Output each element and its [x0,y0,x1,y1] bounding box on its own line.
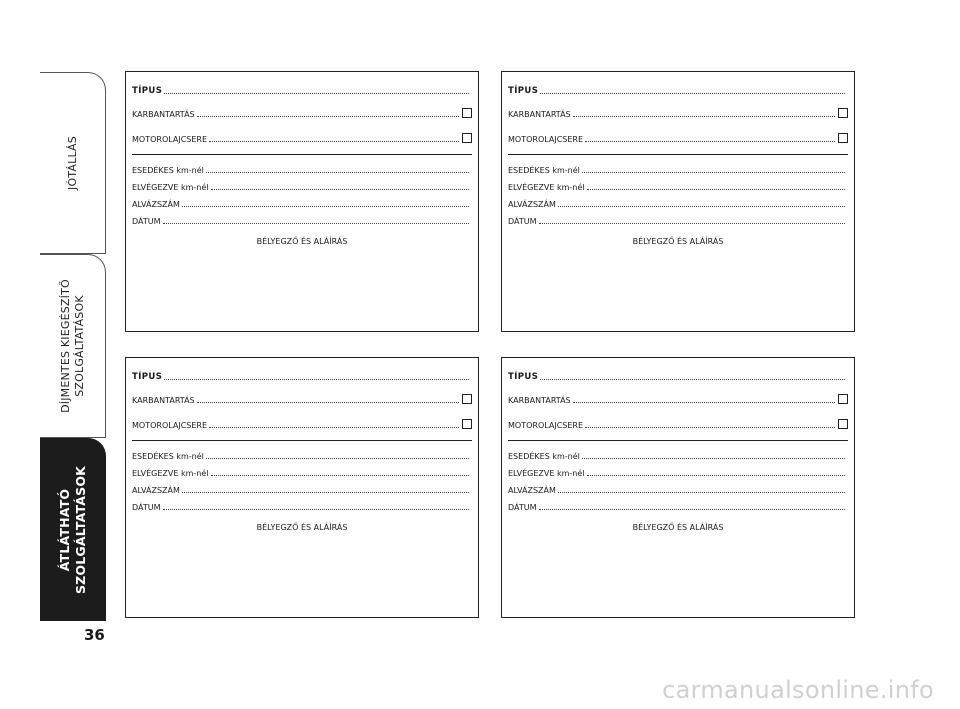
type-field[interactable] [540,378,845,380]
type-field[interactable] [164,92,469,94]
signature-label: BÉLYEGZŐ ÉS ALÁÍRÁS [632,523,724,532]
maintenance-checkbox[interactable] [462,108,472,118]
type-label: TÍPUS [132,372,163,382]
maintenance-label: KARBANTARTÁS [508,110,571,119]
maintenance-label: KARBANTARTÁS [508,396,571,405]
done-km-field[interactable] [587,474,846,476]
due-km-field[interactable] [206,457,469,459]
done-km-field[interactable] [211,188,470,190]
type-field[interactable] [164,378,469,380]
type-label: TÍPUS [508,372,539,382]
service-card [125,71,479,332]
maintenance-checkbox[interactable] [838,394,848,404]
oil-change-label: MOTOROLAJCSERE [508,421,584,430]
date-field[interactable] [539,508,845,510]
oil-change-label: MOTOROLAJCSERE [132,421,208,430]
divider [508,440,848,441]
maintenance-label: KARBANTARTÁS [132,396,195,405]
date-field[interactable] [163,222,469,224]
type-label: TÍPUS [508,86,539,96]
type-label: TÍPUS [132,86,163,96]
tab-warranty[interactable] [40,72,106,254]
chassis-field[interactable] [182,491,469,493]
tab-transparent-services[interactable] [40,438,106,621]
oil-change-checkbox[interactable] [462,133,472,143]
tab-free-services[interactable] [40,254,106,438]
signature-label: BÉLYEGZŐ ÉS ALÁÍRÁS [256,237,348,246]
due-km-label: ESEDÉKES km-nél [132,452,204,461]
date-label: DÁTUM [508,503,537,512]
oil-change-checkbox[interactable] [838,133,848,143]
chassis-field[interactable] [182,205,469,207]
date-field[interactable] [163,508,469,510]
signature-label: BÉLYEGZŐ ÉS ALÁÍRÁS [256,523,348,532]
maintenance-checkbox[interactable] [462,394,472,404]
done-km-label: ELVÉGEZVE km-nél [508,183,585,192]
tab-free-services-label: DÍJMENTES KIEGÉSZÍTŐ SZOLGÁLTATÁSOK [58,279,86,413]
date-label: DÁTUM [508,217,537,226]
done-km-field[interactable] [587,188,846,190]
watermark: carmanualsonline.info [662,676,934,704]
service-card [125,357,479,618]
chassis-field[interactable] [558,491,845,493]
divider [132,154,472,155]
due-km-field[interactable] [582,457,845,459]
oil-change-label: MOTOROLAJCSERE [132,135,208,144]
due-km-field[interactable] [206,171,469,173]
chassis-label: ALVÁZSZÁM [132,486,180,495]
service-card [501,357,855,618]
divider [508,154,848,155]
date-label: DÁTUM [132,503,161,512]
due-km-label: ESEDÉKES km-nél [508,452,580,461]
tab-transparent-services-label: ÁTLÁTHATÓ SZOLGÁLTATÁSOK [56,465,88,594]
service-card [501,71,855,332]
type-field[interactable] [540,92,845,94]
due-km-label: ESEDÉKES km-nél [508,166,580,175]
chassis-field[interactable] [558,205,845,207]
due-km-field[interactable] [582,171,845,173]
oil-change-checkbox[interactable] [838,419,848,429]
oil-change-label: MOTOROLAJCSERE [508,135,584,144]
date-field[interactable] [539,222,845,224]
chassis-label: ALVÁZSZÁM [132,200,180,209]
due-km-label: ESEDÉKES km-nél [132,166,204,175]
page-number: 36 [84,626,105,644]
signature-label: BÉLYEGZŐ ÉS ALÁÍRÁS [632,237,724,246]
done-km-label: ELVÉGEZVE km-nél [508,469,585,478]
done-km-label: ELVÉGEZVE km-nél [132,183,209,192]
maintenance-label: KARBANTARTÁS [132,110,195,119]
oil-change-checkbox[interactable] [462,419,472,429]
chassis-label: ALVÁZSZÁM [508,200,556,209]
date-label: DÁTUM [132,217,161,226]
done-km-field[interactable] [211,474,470,476]
chassis-label: ALVÁZSZÁM [508,486,556,495]
tab-warranty-label: JÓTÁLLÁS [65,136,79,190]
divider [132,440,472,441]
maintenance-checkbox[interactable] [838,108,848,118]
done-km-label: ELVÉGEZVE km-nél [132,469,209,478]
